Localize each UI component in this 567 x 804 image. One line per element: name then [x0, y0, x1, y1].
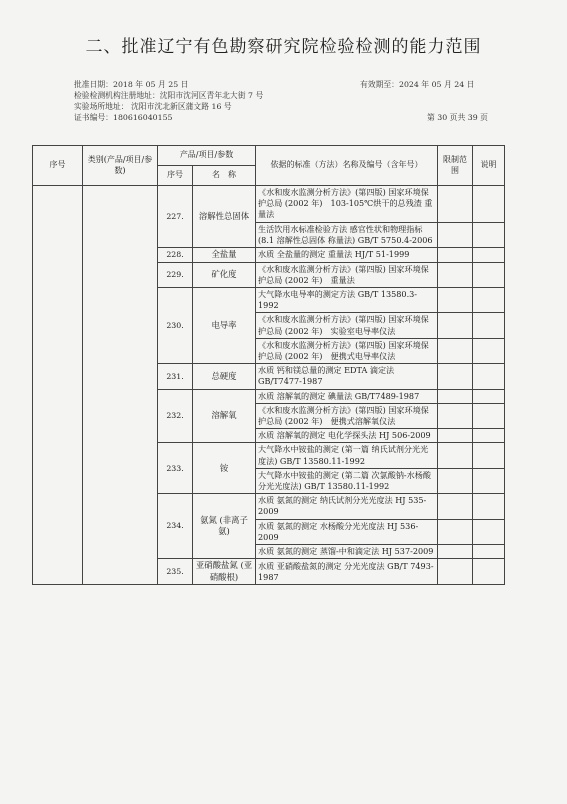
header-sub-seq: 序号 — [158, 166, 193, 186]
limit-cell — [438, 288, 473, 313]
standard-cell: 大气降水中铵盐的测定 (第一篇 纳氏试剂分光光度法) GB/T 13580.11-1992 — [256, 443, 438, 468]
note-cell — [473, 248, 505, 263]
limit-cell — [438, 313, 473, 338]
standard-cell: 水质 亚硝酸盐氮的测定 分光光度法 GB/T 7493-1987 — [256, 559, 438, 585]
note-cell — [473, 313, 505, 338]
note-cell — [473, 443, 505, 468]
note-cell — [473, 288, 505, 313]
standard-cell: 水质 氨氮的测定 纳氏试剂分光光度法 HJ 535-2009 — [256, 494, 438, 519]
item-number: 235. — [158, 559, 193, 585]
standard-cell: 水质 钙和镁总量的测定 EDTA 滴定法 GB/T7477-1987 — [256, 364, 438, 389]
certificate-number: 证书编号：180616040155 — [74, 113, 173, 122]
item-name: 总硬度 — [193, 364, 256, 389]
note-cell — [473, 429, 505, 443]
standard-cell: 《水和废水监测分析方法》(第四版) 国家环境保护总局 (2002 年) 103-105℃烘干的总残渣 重量法 — [256, 186, 438, 223]
note-cell — [473, 494, 505, 519]
note-cell — [473, 468, 505, 493]
item-name: 溶解性总固体 — [193, 186, 256, 248]
standard-cell: 大气降水中铵盐的测定 (第二篇 次氯酸钠-水杨酸分光光度法) GB/T 13580.11-1992 — [256, 468, 438, 493]
standard-cell: 《水和废水监测分析方法》(第四版) 国家环境保护总局 (2002 年) 重量法 — [256, 262, 438, 287]
item-number: 229. — [158, 262, 193, 287]
limit-cell — [438, 429, 473, 443]
limit-cell — [438, 186, 473, 223]
standard-cell: 水质 溶解氧的测定 碘量法 GB/T7489-1987 — [256, 389, 438, 403]
limit-cell — [438, 468, 473, 493]
limit-cell — [438, 222, 473, 247]
limit-cell — [438, 389, 473, 403]
registered-address: 检验检测机构注册地址：沈阳市沈河区青年北大街 7 号 — [74, 91, 264, 100]
standard-cell: 《水和废水监测分析方法》(第四版) 国家环境保护总局 (2002 年) 便携式电导率仪法 — [256, 338, 438, 363]
note-cell — [473, 222, 505, 247]
limit-cell — [438, 545, 473, 559]
note-cell — [473, 364, 505, 389]
note-cell — [473, 545, 505, 559]
standard-cell: 大气降水电导率的测定方法 GB/T 13580.3-1992 — [256, 288, 438, 313]
header-seq: 序号 — [33, 146, 83, 186]
standard-cell: 水质 全盐量的测定 重量法 HJ/T 51-1999 — [256, 248, 438, 263]
table-row — [33, 186, 505, 223]
item-number: 227. — [158, 186, 193, 248]
header-name: 名 称 — [193, 166, 256, 186]
item-number: 234. — [158, 494, 193, 559]
item-number: 232. — [158, 389, 193, 443]
item-number: 233. — [158, 443, 193, 494]
note-cell — [473, 389, 505, 403]
item-name: 溶解氧 — [193, 389, 256, 443]
item-name: 矿化度 — [193, 262, 256, 287]
page-title: 二、批准辽宁有色勘察研究院检验检测的能力范围 — [85, 37, 482, 57]
note-cell — [473, 403, 505, 428]
limit-cell — [438, 364, 473, 389]
standard-cell: 《水和废水监测分析方法》(第四版) 国家环境保护总局 (2002 年) 便携式溶解氧仪法 — [256, 403, 438, 428]
note-cell — [473, 519, 505, 544]
item-name: 亚硝酸盐氮 (亚硝酸根) — [193, 559, 256, 585]
header-standard: 依据的标准（方法）名称及编号（含年号） — [256, 146, 438, 186]
standard-cell: 水质 氨氮的测定 蒸馏-中和滴定法 HJ 537-2009 — [256, 545, 438, 559]
item-number: 231. — [158, 364, 193, 389]
standard-cell: 《水和废水监测分析方法》(第四版) 国家环境保护总局 (2002 年) 实验室电导率仪法 — [256, 313, 438, 338]
item-number: 230. — [158, 288, 193, 364]
item-name: 氨氮 (非离子氨) — [193, 494, 256, 559]
standard-cell: 生活饮用水标准检验方法 感官性状和物理指标 (8.1 溶解性总固体 称量法) GB/T 5750.4-2006 — [256, 222, 438, 247]
seq-cell — [33, 186, 83, 585]
limit-cell — [438, 248, 473, 263]
capability-table — [32, 145, 505, 585]
standard-cell: 水质 溶解氧的测定 电化学探头法 HJ 506-2009 — [256, 429, 438, 443]
valid-until: 有效期至：2024 年 05 月 24 日 — [360, 80, 475, 89]
header-note: 说明 — [473, 146, 505, 186]
note-cell — [473, 186, 505, 223]
page-number: 第 30 页共 39 页 — [427, 113, 488, 122]
limit-cell — [438, 443, 473, 468]
header-product-param: 产品/项目/参数 — [158, 146, 256, 166]
limit-cell — [438, 519, 473, 544]
item-name: 电导率 — [193, 288, 256, 364]
lab-address: 实验场所地址： 沈阳市沈北新区蒲文路 16 号 — [74, 102, 232, 111]
note-cell — [473, 338, 505, 363]
limit-cell — [438, 559, 473, 585]
item-number: 228. — [158, 248, 193, 263]
standard-cell: 水质 氨氮的测定 水杨酸分光光度法 HJ 536-2009 — [256, 519, 438, 544]
header-limit: 限制范围 — [438, 146, 473, 186]
category-cell — [83, 186, 158, 585]
limit-cell — [438, 338, 473, 363]
limit-cell — [438, 494, 473, 519]
limit-cell — [438, 262, 473, 287]
note-cell — [473, 559, 505, 585]
item-name: 全盐量 — [193, 248, 256, 263]
note-cell — [473, 262, 505, 287]
header-category: 类别(产品/项目/参数) — [83, 146, 158, 186]
approval-date: 批准日期：2018 年 05 月 25 日 — [74, 80, 189, 89]
limit-cell — [438, 403, 473, 428]
item-name: 铵 — [193, 443, 256, 494]
